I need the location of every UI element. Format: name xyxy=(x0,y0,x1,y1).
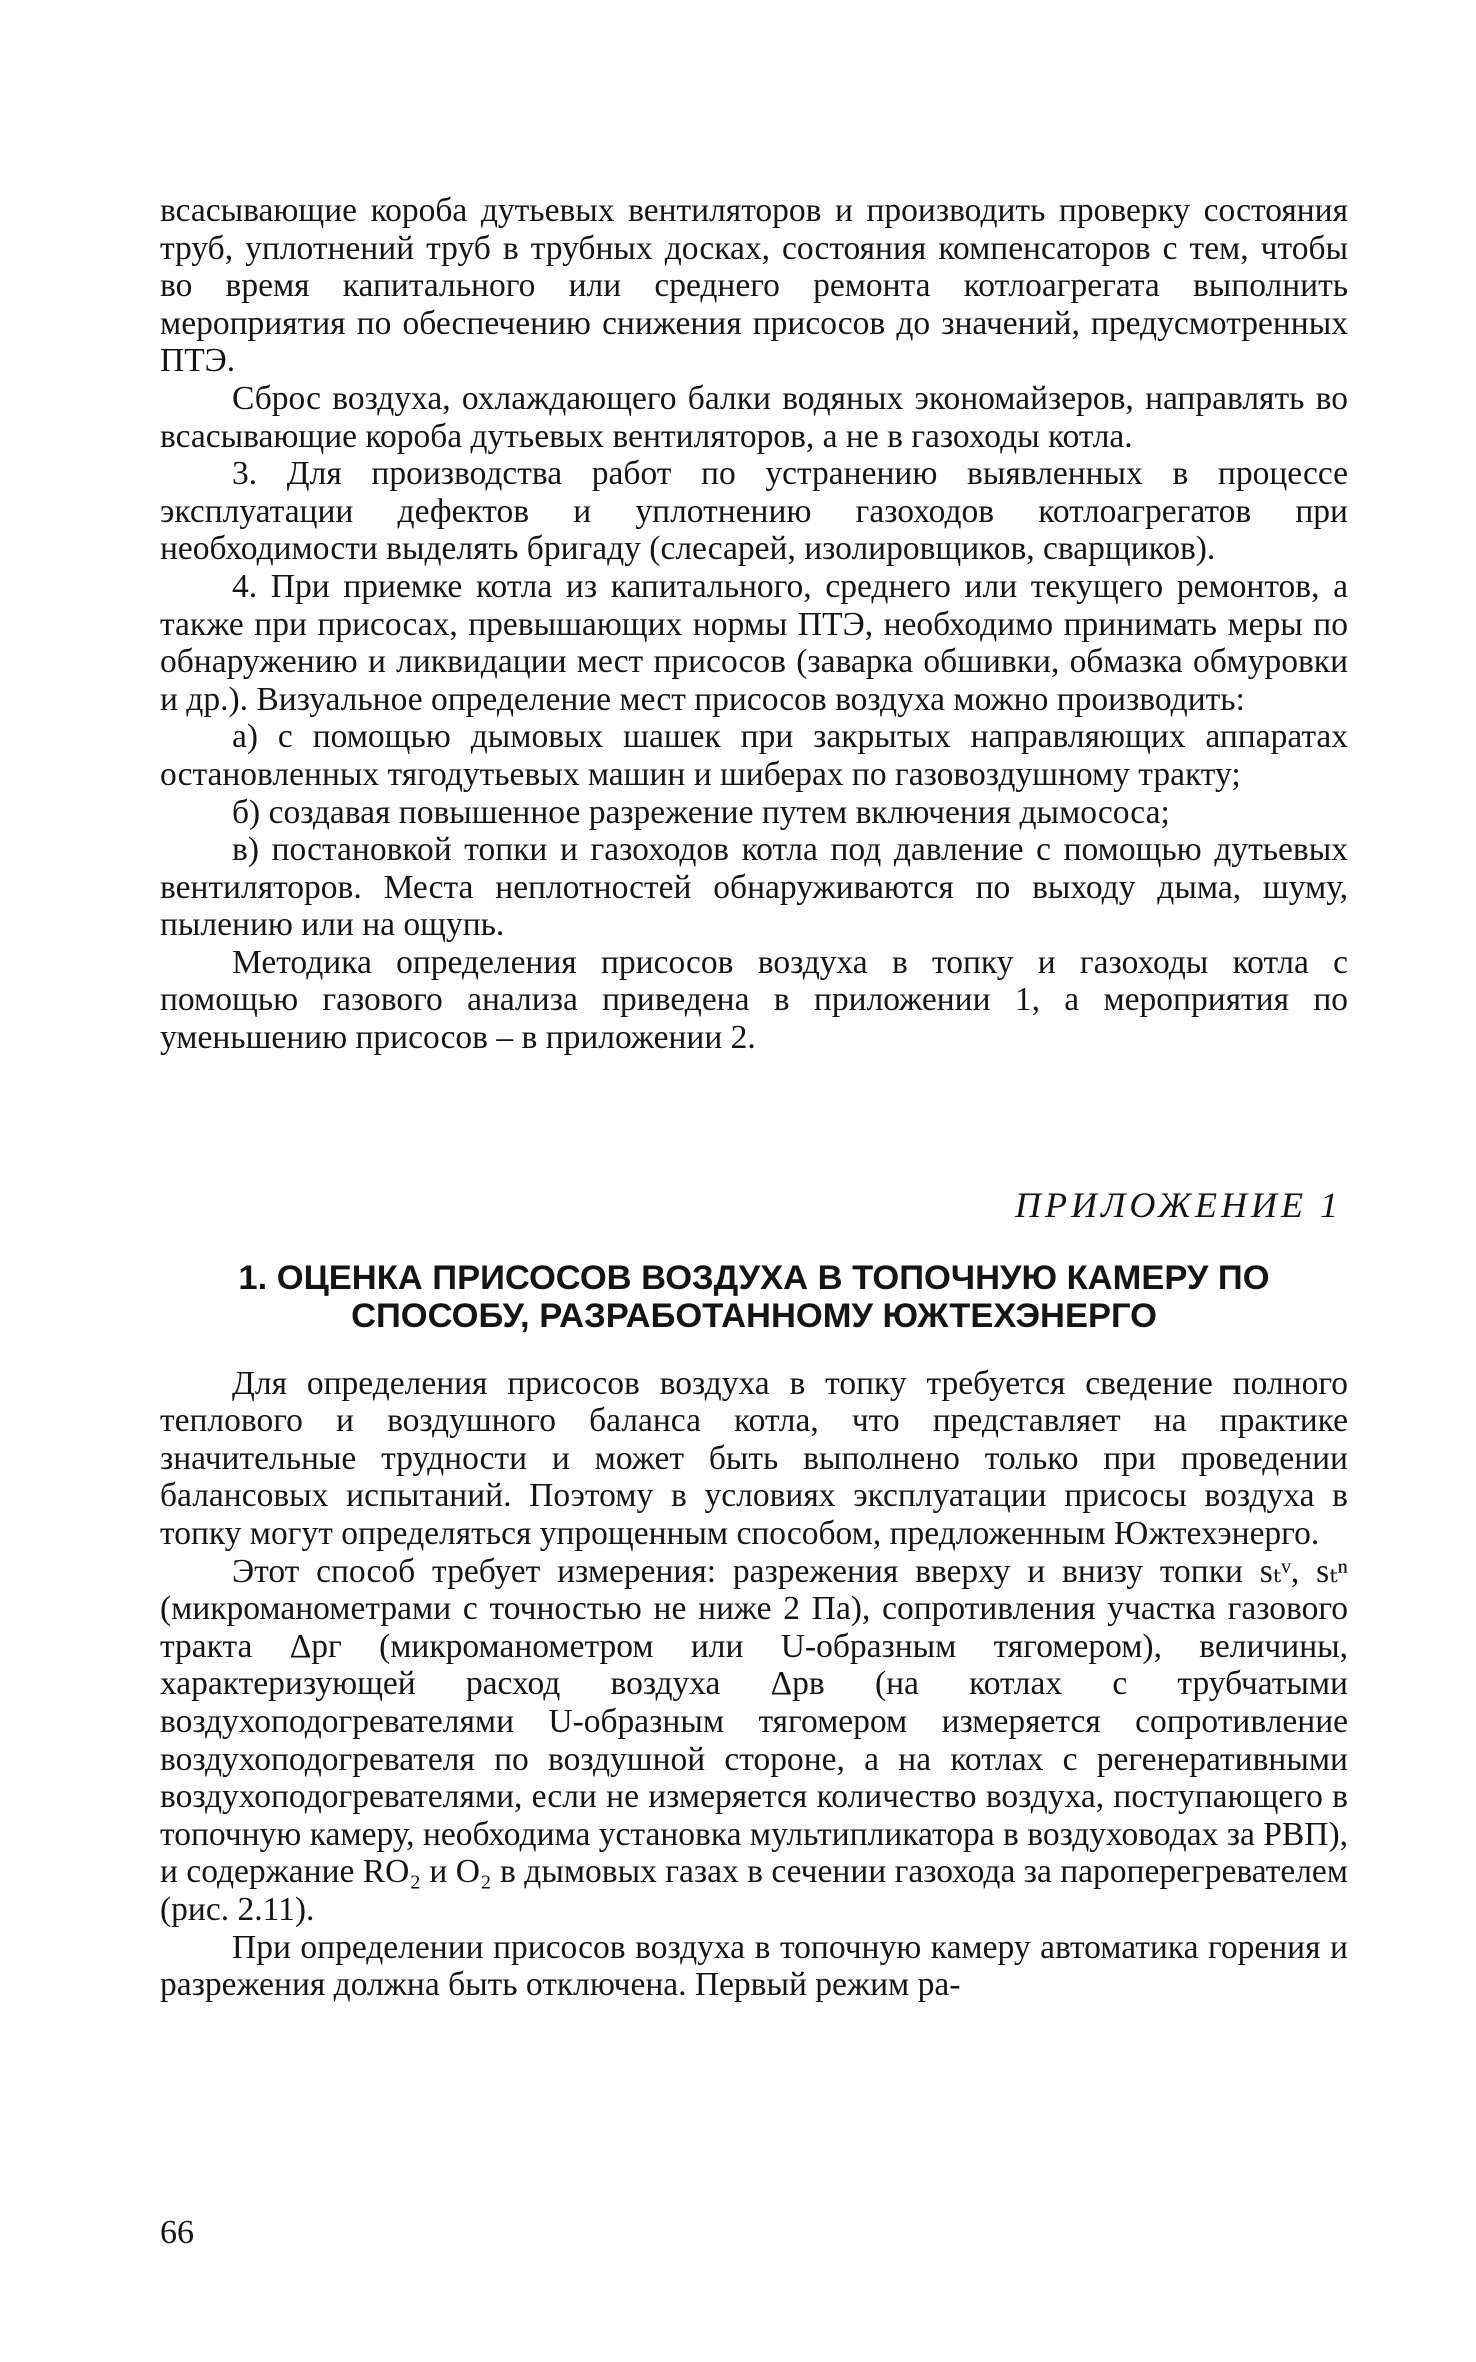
paragraph-subitem-v: в) постановкой топки и газоходов котла под давление с помощью дутьевых вентиляторов. Места неплотностей обнаруживаются по выходу дыма, шуму, пылению или на ощупь. xyxy=(160,831,1348,944)
paragraph-automation: При определении присосов воздуха в топочную камеру автоматика горения и разрежения должна быть отключена. Первый режим ра- xyxy=(160,1928,1348,2004)
paragraph-item-4: 4. При приемке котла из капитального, среднего или текущего ремонтов, а также при присосах, превышающих нормы ПТЭ, необходимо принимать меры по обнаружению и ликвидации мест присосов (заварка обшивки, обмазка обмуровки и др.). Визуальное определение мест присосов воздуха можно производить: xyxy=(160,567,1348,718)
paragraph-continuation: всасывающие короба дутьевых вентиляторов и производить проверку состояния труб, уплотнений труб в трубных досках, состояния компенсаторов с тем, чтобы во время капитального или среднего ремонта котлоагрегата выполнить мероприятия по обеспечению снижения присосов до значений, предусмотренных ПТЭ. xyxy=(160,192,1348,380)
paragraph-methodology: Методика определения присосов воздуха в топку и газоходы котла с помощью газового анализа приведена в приложении 1, а мероприятия по уменьшению присосов – в приложении 2. xyxy=(160,943,1348,1057)
section-heading xyxy=(160,1259,1348,1335)
paragraph-air-discharge: Сброс воздуха, охлаждающего балки водяных экономайзеров, направлять во всасывающие короба дутьевых вентиляторов, а не в газоходы котла. xyxy=(160,379,1348,455)
paragraph-balance: Для определения присосов воздуха в топку требуется сведение полного теплового и воздушного баланса котла, что представляет на практике значительные трудности и может быть выполнено только при проведении балансовых испытаний. Поэтому в условиях эксплуатации присосы воздуха в топку могут определяться упрощенным способом, предложенным Южтехэнерго. xyxy=(160,1364,1348,1553)
paragraph-measurements: Этот способ требует измерения: разрежения вверху и внизу топки sₜᵛ, sₜⁿ (микроманометрами с точностью не ниже 2 Па), сопротивления участка газового тракта Δpг (микроманометром или U-образным тягомером), величины, характеризующей расход воздуха Δpв (на котлах с трубчатыми воздухоподогревателями U-образным тягомером измеряется сопротивление воздухоподогревателя по воздушной стороне, а на котлах с регенеративными воздухоподогревателями, если не измеряется количество воздуха, поступающего в топочную камеру, необходима установка мультипликатора в воздуховодах за РВП), и содержание RO₂ и O₂ в дымовых газах в сечении газохода за пароперегревателем (рис. 2.11). xyxy=(160,1552,1348,1928)
page-number: 66 xyxy=(160,2214,194,2251)
paragraph-subitem-b: б) создавая повышенное разрежение путем включения дымососа; xyxy=(232,793,1170,831)
page-content xyxy=(160,192,1348,2004)
section-heading-line-1: 1. ОЦЕНКА ПРИСОСОВ ВОЗДУХА В ТОПОЧНУЮ КАМЕРУ ПО xyxy=(238,1258,1270,1297)
paragraph-item-3: 3. Для производства работ по устранению выявленных в процессе эксплуатации дефектов и уплотнению газоходов котлоагрегатов при необходимости выделять бригаду (слесарей, изолировщиков, сварщиков). xyxy=(160,455,1348,568)
paragraph-subitem-a: а) с помощью дымовых шашек при закрытых направляющих аппаратах остановленных тягодутьевых машин и шиберах по газовоздушному тракту; xyxy=(160,718,1348,793)
appendix-label: ПРИЛОЖЕНИЕ 1 xyxy=(1015,1184,1342,1225)
section-heading-line-2: СПОСОБУ, РАЗРАБОТАННОМУ ЮЖТЕХЭНЕРГО xyxy=(351,1296,1157,1335)
